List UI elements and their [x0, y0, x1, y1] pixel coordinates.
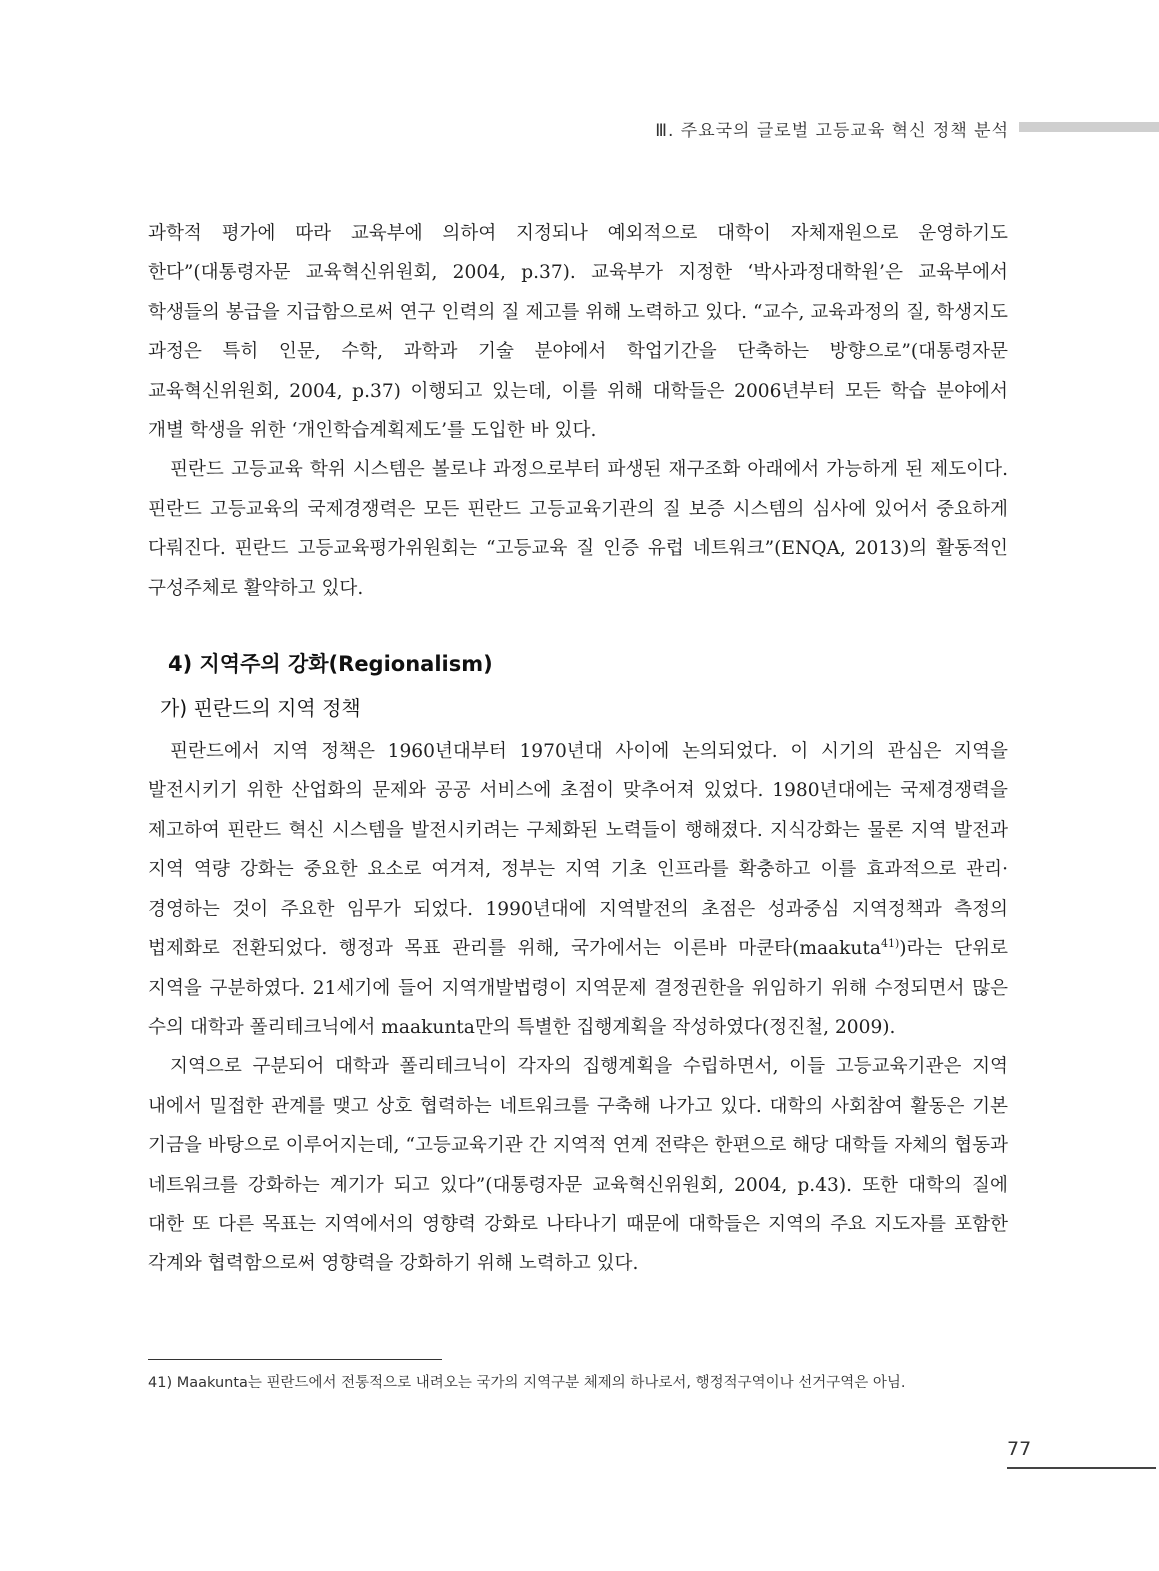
page-number: 77 [1007, 1438, 1032, 1460]
footnote-divider [148, 1359, 442, 1360]
paragraph-2: 핀란드 고등교육 학위 시스템은 볼로냐 과정으로부터 파생된 재구조화 아래에서 가능하게 된 제도이다. 핀란드 고등교육의 국제경쟁력은 모든 핀란드 고등교육기관의 질 보증 시스템의 심사에 있어서 중요하게 다뤄진다. 핀란드 고등교육평가위원회는 “고등교육 질 인증 유럽 네트워크”(ENQA, 2013)의 활동적인 구성주체로 활약하고 있다. [148, 459, 1008, 599]
paragraph-1: 과학적 평가에 따라 교육부에 의하여 지정되나 예외적으로 대학이 자체재원으로 운영하기도 한다”(대통령자문 교육혁신위원회, 2004, p.37). 교육부가 지정한 ‘박사과정대학원’은 교육부에서 학생들의 봉급을 지급함으로써 연구 인력의 질 제고를 위해 노력하고 있다. “교수, 교육과정의 질, 학생지도 과정은 특히 인문, 수학, 과학과 기술 분야에서 학업기간을 단축하는 방향으로”(대통령자문 교육혁신위원회, 2004, p.37) 이행되고 있는데, 이를 위해 대학들은 2006년부터 모든 학습 분야에서 개별 학생을 위한 ‘개인학습계획제도’를 도입한 바 있다. [148, 223, 1008, 442]
footnote-ref[interactable]: 41) [880, 936, 900, 950]
page-number-rule [1007, 1467, 1156, 1469]
paragraph-3 [148, 732, 1008, 1047]
section-heading: 4) 지역주의 강화(Regionalism) [168, 652, 493, 677]
footnote: 41) Maakunta는 핀란드에서 전통적으로 내려오는 국가의 지역구분 체제의 하나로서, 행정적구역이나 선거구역은 아님. [148, 1375, 906, 1391]
running-header: Ⅲ. 주요국의 글로벌 고등교육 혁신 정책 분석 [655, 121, 1009, 141]
header-decor-bar [1019, 122, 1159, 132]
sub-heading: 가) 핀란드의 지역 정책 [160, 696, 361, 721]
page-content [148, 214, 1008, 1284]
paragraph-3-part-1: 핀란드에서 지역 정책은 1960년대부터 1970년대 사이에 논의되었다. 이 시기의 관심은 지역을 발전시키기 위한 산업화의 문제와 공공 서비스에 초점이 맞추어져 있었다. 1980년대에는 국제경쟁력을 제고하여 핀란드 혁신 시스템을 발전시키려는 구체화된 노력들이 행해졌다. 지식강화는 물론 지역 발전과 지역 역량 강화는 중요한 요소로 여겨져, 정부는 지역 기초 인프라를 확충하고 이를 효과적으로 관리·경영하는 것이 주요한 임무가 되었다. 1990년대에 지역발전의 초점은 성과중심 지역정책과 측정의 법제화로 전환되었다. 행정과 목표 관리를 위해, 국가에서는 이른바 마쿤타(maakuta [148, 741, 1008, 960]
paragraph-3-part-2: )라는 단위로 지역을 구분하였다. 21세기에 들어 지역개발법령이 지역문제 결정권한을 위임하기 위해 수정되면서 많은 수의 대학과 폴리테크닉에서 maakunta만의 특별한 집행계획을 작성하였다(정진철, 2009). [148, 938, 1008, 1038]
paragraph-4: 지역으로 구분되어 대학과 폴리테크닉이 각자의 집행계획을 수립하면서, 이들 고등교육기관은 지역 내에서 밀접한 관계를 맺고 상호 협력하는 네트워크를 구축해 나가고 있다. 대학의 사회참여 활동은 기본 기금을 바탕으로 이루어지는데, “고등교육기관 간 지역적 연계 전략은 한편으로 해당 대학들 자체의 협동과 네트워크를 강화하는 계기가 되고 있다”(대통령자문 교육혁신위원회, 2004, p.43). 또한 대학의 질에 대한 또 다른 목표는 지역에서의 영향력 강화로 나타나기 때문에 대학들은 지역의 주요 지도자를 포함한 각계와 협력함으로써 영향력을 강화하기 위해 노력하고 있다. [148, 1056, 1008, 1275]
